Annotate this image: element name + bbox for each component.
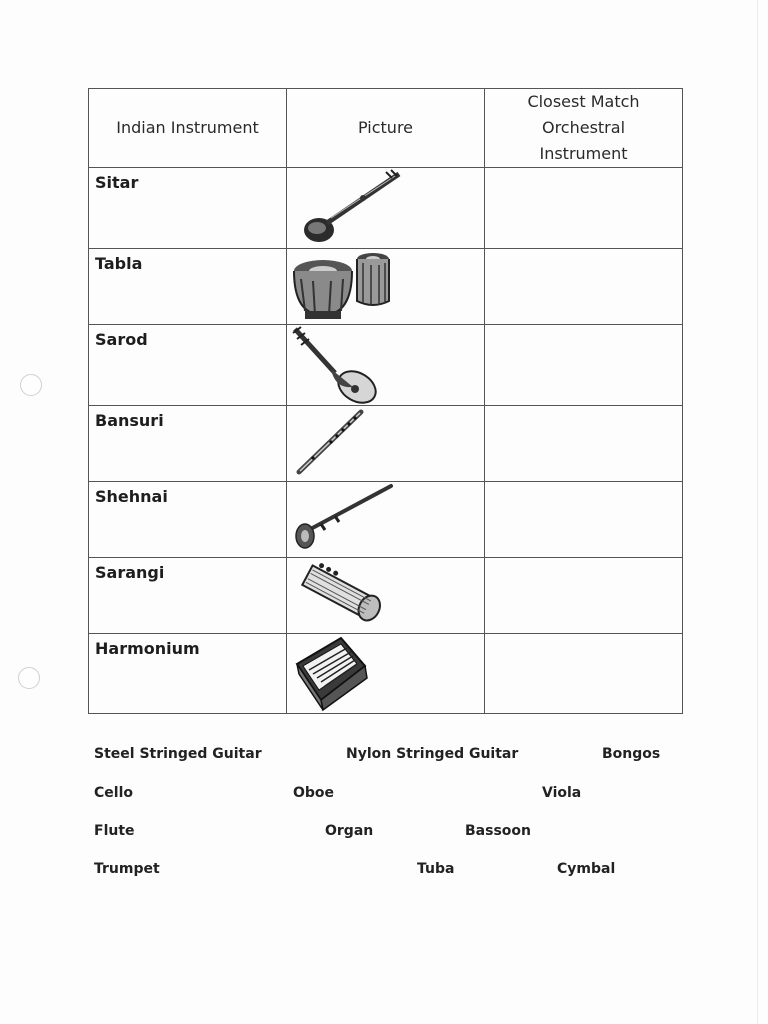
picture-cell xyxy=(287,482,485,558)
instrument-name-sarangi: Sarangi xyxy=(95,563,165,582)
word-bank-item: Nylon Stringed Guitar xyxy=(346,746,519,762)
table-row xyxy=(89,168,683,249)
answer-cell[interactable] xyxy=(485,249,683,325)
punch-hole-bottom xyxy=(18,667,40,689)
instrument-name-cell xyxy=(89,634,287,714)
word-bank-item: Organ xyxy=(325,823,374,839)
instrument-name-cell xyxy=(89,168,287,249)
table-header-row xyxy=(89,89,683,168)
word-bank-item: Trumpet xyxy=(94,861,160,877)
instrument-name-cell xyxy=(89,482,287,558)
page-edge-shadow xyxy=(757,0,758,1024)
instrument-name-cell xyxy=(89,325,287,406)
answer-cell[interactable] xyxy=(485,482,683,558)
table-row xyxy=(89,482,683,558)
picture-cell xyxy=(287,406,485,482)
word-bank-item: Viola xyxy=(542,785,582,801)
picture-cell xyxy=(287,249,485,325)
sitar-icon xyxy=(291,168,401,248)
word-bank-item: Flute xyxy=(94,823,135,839)
answer-cell[interactable] xyxy=(485,168,683,249)
answer-cell[interactable] xyxy=(485,558,683,634)
bansuri-icon xyxy=(291,406,401,482)
picture-cell xyxy=(287,634,485,714)
answer-cell[interactable] xyxy=(485,325,683,406)
picture-cell xyxy=(287,325,485,406)
table-row xyxy=(89,325,683,406)
table-row xyxy=(89,249,683,325)
header-closest-match: Closest Match Orchestral Instrument xyxy=(485,89,683,168)
answer-cell[interactable] xyxy=(485,406,683,482)
word-bank-item: Oboe xyxy=(293,785,335,801)
picture-cell xyxy=(287,168,485,249)
instrument-name-cell xyxy=(89,406,287,482)
harmonium-icon xyxy=(291,634,401,714)
word-bank-item: Steel Stringed Guitar xyxy=(94,746,262,762)
table-row xyxy=(89,558,683,634)
answer-cell[interactable] xyxy=(485,634,683,714)
instrument-name-bansuri: Bansuri xyxy=(95,411,164,430)
table-row xyxy=(89,406,683,482)
instrument-name-sitar: Sitar xyxy=(95,173,139,192)
punch-hole-top xyxy=(20,374,42,396)
instrument-worksheet-table xyxy=(88,88,683,714)
word-bank-item: Cello xyxy=(94,785,133,801)
instrument-name-harmonium: Harmonium xyxy=(95,639,200,658)
word-bank-item: Cymbal xyxy=(557,861,616,877)
tabla-icon xyxy=(291,249,401,325)
instrument-name-shehnai: Shehnai xyxy=(95,487,168,506)
instrument-name-tabla: Tabla xyxy=(95,254,143,273)
sarangi-icon xyxy=(291,558,401,634)
header-picture: Picture xyxy=(287,89,485,168)
instrument-name-sarod: Sarod xyxy=(95,330,148,349)
word-bank-item: Tuba xyxy=(417,861,455,877)
picture-cell xyxy=(287,558,485,634)
table-row xyxy=(89,634,683,714)
sarod-icon xyxy=(291,325,401,405)
shehnai-icon xyxy=(291,482,401,558)
word-bank-item: Bassoon xyxy=(465,823,531,839)
word-bank-item: Bongos xyxy=(602,746,661,762)
header-indian-instrument: Indian Instrument xyxy=(89,89,287,168)
instrument-name-cell xyxy=(89,249,287,325)
instrument-name-cell xyxy=(89,558,287,634)
